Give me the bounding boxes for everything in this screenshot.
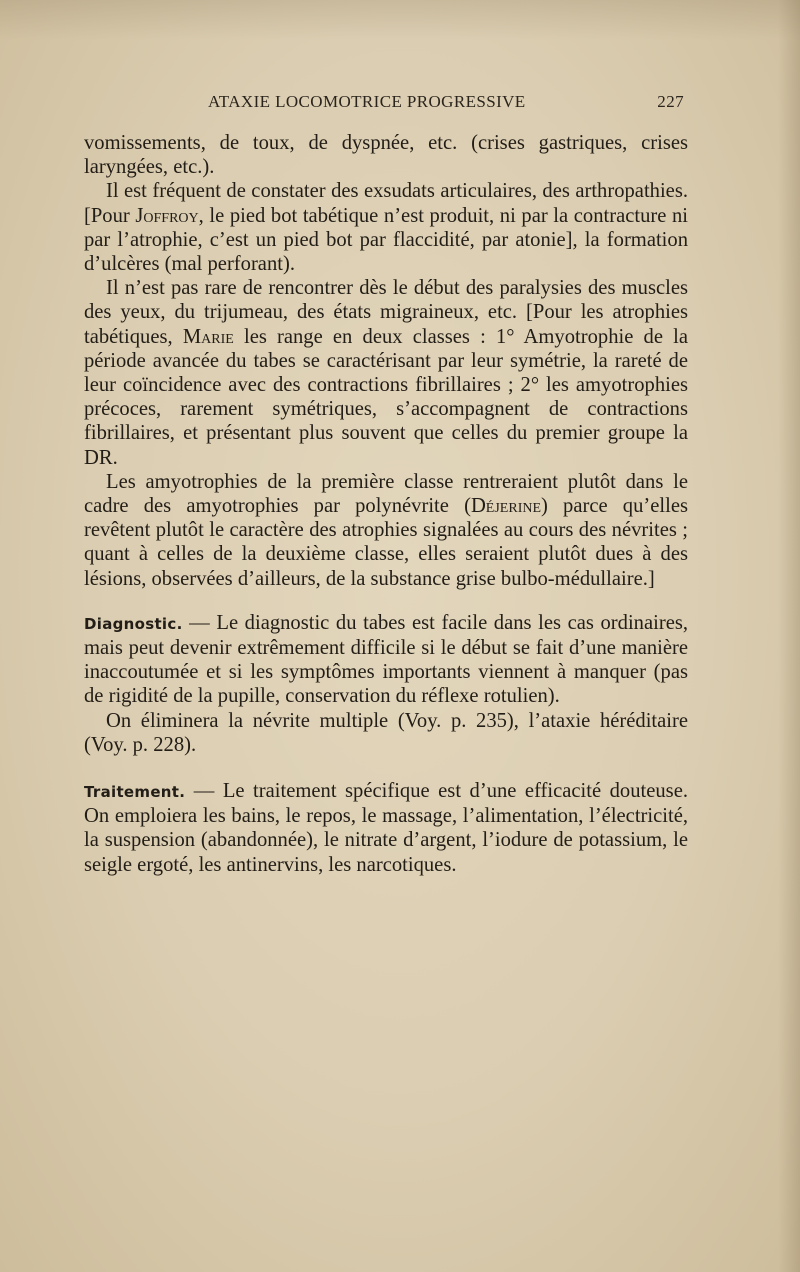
page-number: 227 xyxy=(657,92,684,111)
section-diagnostic xyxy=(84,611,688,709)
body-text xyxy=(84,131,688,877)
section-traitement xyxy=(84,779,688,877)
paragraph-text: — Le traitement spécifique est d’une efficacité douteuse. On emploiera les bains, le repos, le massage, l’alimentation, l’électricité, la suspension (abandonnée), le nitrate d’argent, l’iodure de potassium, le seigle ergoté, les antinervins, les narcotiques. xyxy=(84,780,688,876)
paragraph-text: ) parce qu’elles revêtent plutôt le caractère des atrophies signalées au cours des névrites ; quant à celles de la deuxième classe, elles seraient plutôt dues à des lésions, observées d’ailleurs, de la substance grise bulbo-médullaire.] xyxy=(84,495,689,590)
section-heading: Traitement. xyxy=(84,783,186,802)
paragraph xyxy=(84,276,688,470)
section-spacer xyxy=(84,757,688,779)
page-top-shadow xyxy=(0,0,800,40)
author-name: Joffroy xyxy=(135,204,199,227)
paragraph xyxy=(84,179,688,276)
running-title: ATAXIE LOCOMOTRICE PROGRESSIVE xyxy=(208,92,526,111)
paragraph-text: vomissements, de toux, de dyspnée, etc. (crises gastriques, crises laryngées, etc.). xyxy=(84,132,688,179)
paragraph xyxy=(84,709,688,757)
section-heading: Diagnostic. xyxy=(84,614,183,633)
paragraph-text: les range en deux classes : 1° Amyotrophie de la période avancée du tabes se caractérisant par leur symétrie, la rareté de leur coïncidence avec des contractions fibrillaires ; 2° les amyotrophies précoces, rarement symétriques, s’accompagnent de contractions fibrillaires, et présentant plus souvent que celles du premier groupe la DR. xyxy=(84,325,688,469)
paragraph-text: Il est fréquent de constater des exsudats articulaires, des arthropathies. [Pour xyxy=(84,180,688,227)
page-edge-shadow xyxy=(778,0,800,1272)
paragraph-text: On éliminera la névrite multiple (Voy. p. 235), l’ataxie héréditaire (Voy. p. 228). xyxy=(84,709,688,756)
paragraph-text: Il n’est pas rare de rencontrer dès le début des paralysies des muscles des yeux, du trijumeau, des états migraineux, etc. [Pour les atrophies tabétiques, xyxy=(84,277,688,348)
paragraph-text: Les amyotrophies de la première classe rentreraient plutôt dans le cadre des amyotrophies par polynévrite ( xyxy=(84,470,688,518)
author-name: Marie xyxy=(182,325,234,348)
running-header xyxy=(84,92,684,116)
paragraph-text: — Le diagnostic du tabes est facile dans les cas ordinaires, mais peut devenir extrêmement difficile si le début se fait d’une manière inaccoutumée et si les symptômes importants viennent à manquer (pas de rigidité de la pupille, conservation du réflexe rotulien). xyxy=(84,611,688,708)
author-name: Déjerine xyxy=(470,495,542,518)
section-spacer xyxy=(84,591,688,611)
paragraph xyxy=(84,470,688,591)
paragraph xyxy=(84,131,688,179)
paragraph-text: , le pied bot tabétique n’est produit, ni par la contracture ni par l’atrophie, c’est un pied bot par flaccidité, par atonie], la formation d’ulcères (mal perforant). xyxy=(84,204,688,276)
